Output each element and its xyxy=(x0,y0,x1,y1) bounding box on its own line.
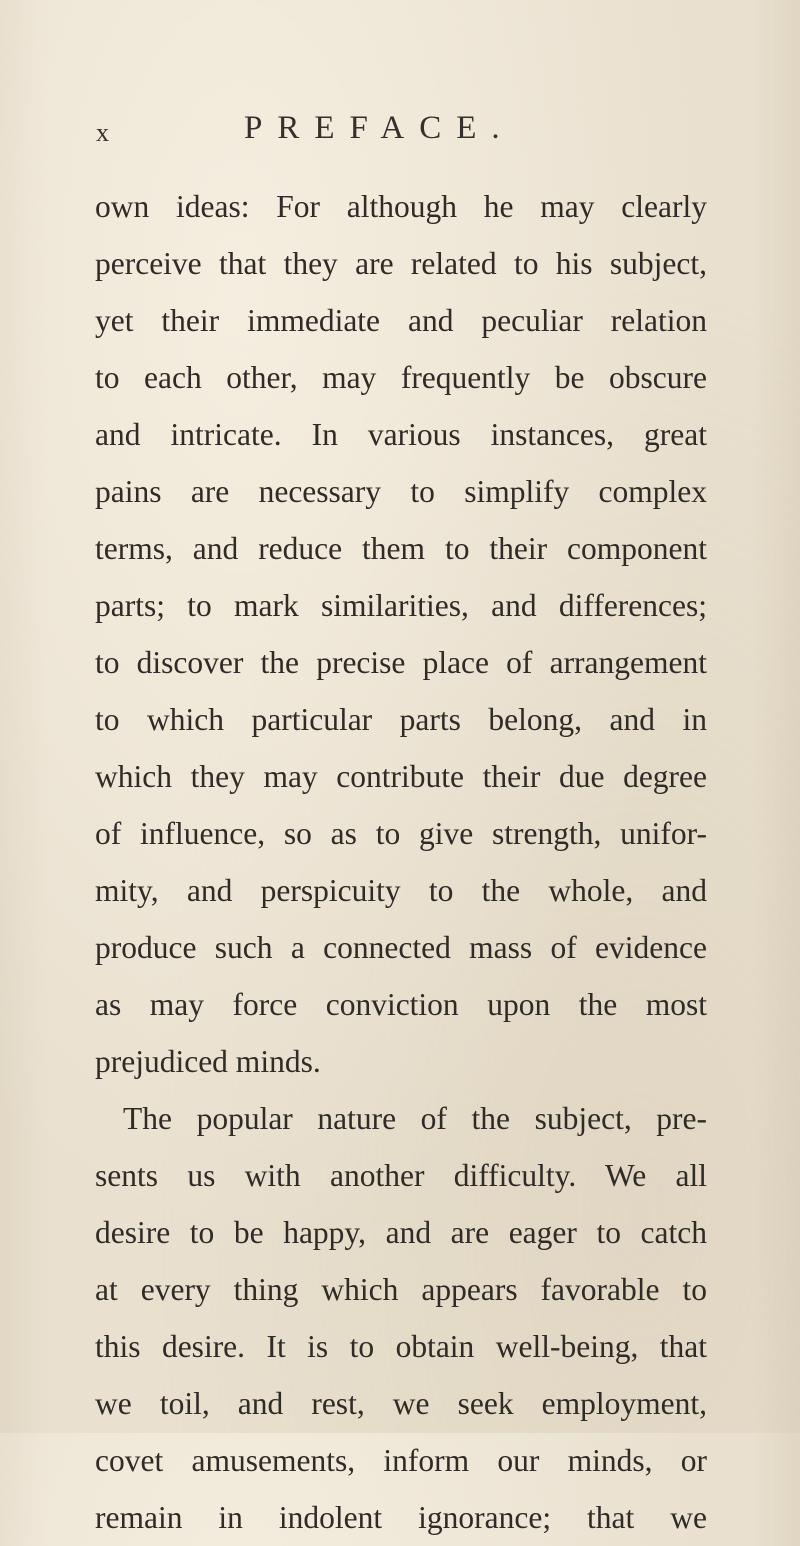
text-line: pains are necessary to simplify complex xyxy=(95,474,707,509)
text-line: at every thing which appears favorable to xyxy=(95,1272,707,1307)
text-line: produce such a connected mass of evidence xyxy=(95,930,707,965)
text-line: perceive that they are related to his subject, xyxy=(95,246,707,281)
text-line: terms, and reduce them to their component xyxy=(95,531,707,566)
page-header xyxy=(0,108,800,158)
text-line: own ideas: For although he may clearly xyxy=(95,189,707,224)
text-line: to each other, may frequently be obscure xyxy=(95,360,707,395)
text-line: desire to be happy, and are eager to catch xyxy=(95,1215,707,1250)
text-line: this desire. It is to obtain well-being, that xyxy=(95,1329,707,1364)
text-line: covet amusements, inform our minds, or xyxy=(95,1443,707,1478)
page-number: x xyxy=(96,118,109,147)
text-line: which they may contribute their due degree xyxy=(95,759,707,794)
text-line: to discover the precise place of arrangement xyxy=(95,645,707,680)
text-line: of influence, so as to give strength, unifor- xyxy=(95,816,707,851)
text-line: mity, and perspicuity to the whole, and xyxy=(95,873,707,908)
text-line: we toil, and rest, we seek employment, xyxy=(95,1386,707,1421)
body-text xyxy=(95,178,707,1546)
text-line: yet their immediate and peculiar relation xyxy=(95,303,707,338)
running-title: PREFACE. xyxy=(244,110,515,146)
text-line: as may force conviction upon the most xyxy=(95,987,707,1022)
text-line: to which particular parts belong, and in xyxy=(95,702,707,737)
text-line: remain in indolent ignorance; that we xyxy=(95,1500,707,1535)
text-line: sents us with another difficulty. We all xyxy=(95,1158,707,1193)
text-line: The popular nature of the subject, pre- xyxy=(123,1101,707,1136)
text-line: prejudiced minds. xyxy=(95,1044,321,1079)
text-line: parts; to mark similarities, and differences; xyxy=(95,588,707,623)
text-line: and intricate. In various instances, great xyxy=(95,417,707,452)
